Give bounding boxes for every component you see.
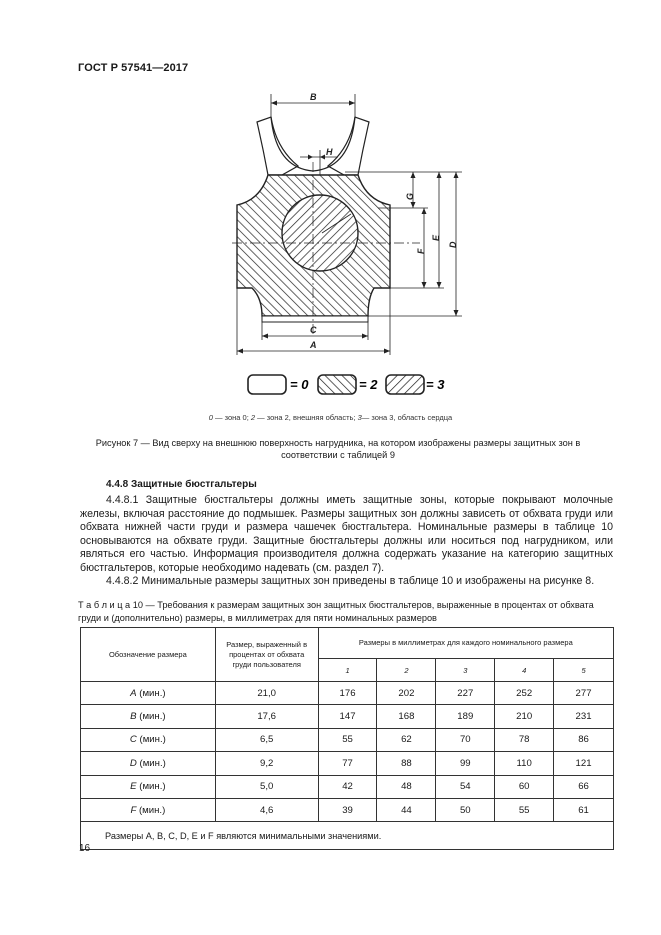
zone-caption: 0 — зона 0; 2 — зона 2, внешняя область; 3— зона 3, область сердца	[208, 413, 453, 422]
figure-caption: Рисунок 7 — Вид сверху на внешнюю поверхность нагрудника, на котором изображены размеры защитных зон в соответствии с таблицей 9	[95, 438, 581, 460]
table-row: A (мин.) 21,0 176 202 227 252 277	[81, 682, 614, 705]
size-header: 3	[436, 659, 495, 682]
size-header: 1	[318, 659, 377, 682]
size-header: 2	[377, 659, 436, 682]
table-row: B (мин.) 17,6 147 168 189 210 231	[81, 705, 614, 728]
legend-label-zone-3: = 3	[426, 377, 445, 392]
zone-3-circle	[282, 195, 358, 271]
legend-label-zone-2: = 2	[359, 377, 378, 392]
legend-swatch-zone-3	[386, 375, 424, 394]
col-header-group: Размеры в миллиметрах для каждого номинального размера	[318, 628, 613, 659]
size-header: 5	[554, 659, 614, 682]
dim-label-d: D	[448, 241, 458, 248]
dim-label-a: A	[310, 340, 317, 350]
table-caption: Т а б л и ц а 10 — Требования к размерам защитных зон защитных бюстгальтеров, выраженные в процентах от обхвата груди и (дополнительно) размеры, в миллиметрах для пяти номинальных размеров	[78, 600, 594, 623]
legend-swatch-zone-2	[318, 375, 356, 394]
dim-label-h: H	[326, 147, 333, 157]
dim-label-b: B	[310, 92, 317, 102]
paragraph-4-4-8-2: 4.4.8.2 Минимальные размеры защитных зон приведены в таблице 10 и изображены на рисунке 8.	[106, 575, 595, 587]
table-row: C (мин.) 6,5 55 62 70 78 86	[81, 728, 614, 751]
legend-label-zone-0: = 0	[290, 377, 309, 392]
page-number: 16	[79, 843, 91, 854]
dim-label-g: G	[405, 192, 415, 200]
legend-swatch-zone-0	[248, 375, 286, 394]
section-title: 4.4.8 Защитные бюстгальтеры	[106, 479, 257, 490]
dim-label-c: C	[310, 325, 317, 335]
table-footnote: Размеры A, B, C, D, E и F являются минимальными значениями.	[81, 822, 614, 850]
col-header-percent: Размер, выраженный в процентах от обхвата груди пользователя	[215, 628, 318, 682]
table-row: E (мин.) 5,0 42 48 54 60 66	[81, 775, 614, 798]
col-header-designation: Обозначение размера	[81, 628, 216, 682]
dim-label-e: E	[431, 234, 441, 241]
protector-diagram	[0, 0, 661, 430]
table-row: D (мин.) 9,2 77 88 99 110 121	[81, 752, 614, 775]
size-table	[80, 627, 614, 850]
dim-label-f: F	[416, 248, 426, 254]
paragraph-4-4-8-1: 4.4.8.1 Защитные бюстгальтеры должны иметь защитные зоны, которые покрывают молочные железы, включая расстояние до подмышек. Размеры защитных зон должны зависеть от обхвата груди или обхвата нижней части груди и размера чашечек бюстгальтера. Номинальные размеры в таблице 10 основываются на обхвате груди. Защитные бюстгальтеры должны или носиться под нагрудником, или являться его частью. Информация производителя должна содержать указание на категорию защитных бюстгальтеров, которые необходимо надевать (см. раздел 7).	[80, 494, 613, 574]
table-row: F (мин.) 4,6 39 44 50 55 61	[81, 798, 614, 821]
size-header: 4	[495, 659, 554, 682]
document-header: ГОСТ Р 57541—2017	[78, 62, 189, 74]
